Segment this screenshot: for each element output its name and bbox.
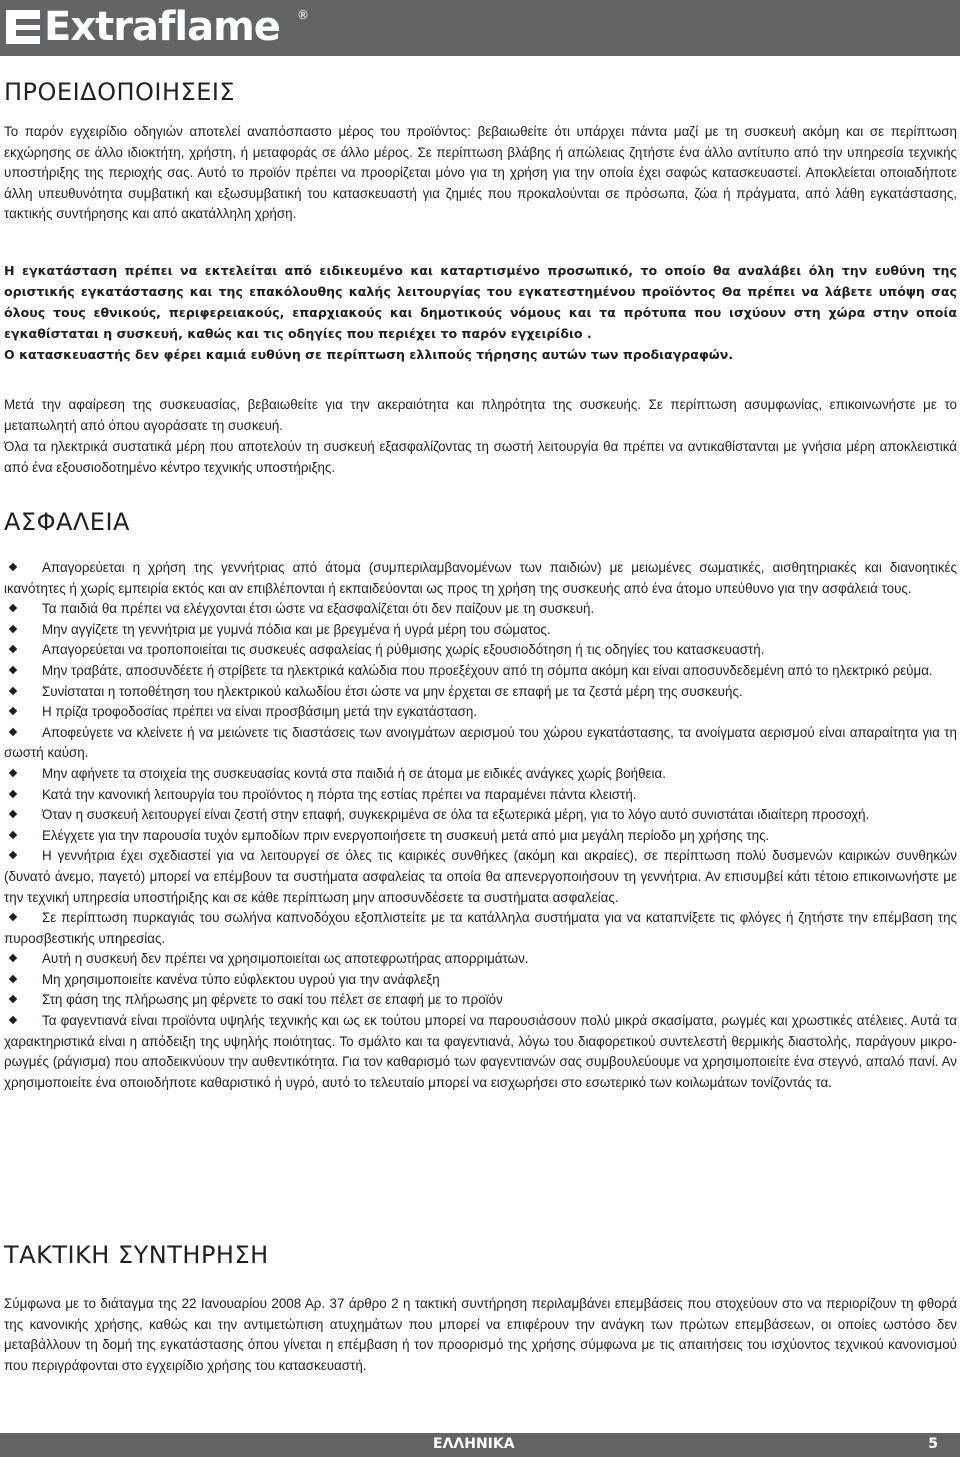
brand-logo [6, 2, 280, 52]
bullet-diamond-icon [9, 707, 17, 715]
header-bar [0, 0, 960, 56]
list-item: Στη φάση της πλήρωσης μη φέρνετε το σακί του πέλετ σε επαφή με το προϊόν [4, 990, 957, 1011]
brand-name: Extraflame [44, 4, 280, 50]
list-item: Τα φαγεντιανά είναι προϊόντα υψηλής τεχνικής και ως εκ τούτου μπορεί να παρουσιάσουν πολύ μικρά σκασίματα, ρωγμές και χρωστικές ατέλειες. Αυτά τα χαρακτηριστικά είναι η απόδειξη της υψηλής ποιότητας. Το σμάλτο και τα φαγεντιανά, λόγω του διαφορετικού συντελεστή θερμικής διαστολής, παράγουν μικρο-ρωγμές (ράγισμα) που αποδεικνύουν την αυθεντικότητα. Για τον καθαρισμό των φαγεντιανών σας συμβουλεύουμε να χρησιμοποιείτε ένα στεγνό, απαλό πανί. Αν χρησιμοποιείτε ένα οποιοδήποτε καθαριστικό ή υγρό, αυτό το τελευταίο μπορεί να εισχωρήσει στο εσωτερικό των κοιλωμάτων τονίζοντάς τα. [4, 1013, 957, 1090]
bullet-diamond-icon [9, 563, 17, 571]
bullet-diamond-icon [9, 625, 17, 633]
list-item: Μην αγγίζετε τη γεννήτρια με γυμνά πόδια και με βρεγμένα ή υγρά μέρη του σώματος. [4, 620, 957, 641]
registered-mark: ® [297, 8, 309, 22]
warnings-paragraph-5: Όλα τα ηλεκτρικά συστατικά μέρη που αποτελούν τη συσκευή εξασφαλίζοντας τη σωστή λειτουργία θα πρέπει να αντικαθίστανται με γνήσια μέρη αποκλειστικά από ένα εξουσιοδοτημένο κέντρο τεχνικής υποστήριξης. [4, 439, 957, 475]
list-item: Η γεννήτρια έχει σχεδιαστεί για να λειτουργεί σε όλες τις καιρικές συνθήκες (ακόμη και ακραίες), σε περίπτωση πολύ δυσμενών καιρικών συνθηκών (δυνατό άνεμο, παγετό) μπορεί να επέμβουν τα συστήματα ασφαλείας τα οποία θα απενεργοποιήσουν τη γεννήτρια. Αν επισυμβεί κάτι τέτοιο επικοινωνήστε με την τεχνική υπηρεσία υποστήριξης και σε κάθε περίπτωση μην αποσυνδέσετε τα συστήματα ασφαλείας. [4, 848, 957, 905]
maintenance-title: ΤΑΚΤΙΚΗ ΣΥΝΤΗΡΗΣΗ [4, 1241, 269, 1269]
list-item: Η πρίζα τροφοδοσίας πρέπει να είναι προσβάσιμη μετά την εγκατάσταση. [4, 702, 957, 723]
bullet-diamond-icon [9, 604, 17, 612]
maintenance-paragraph: Σύμφωνα με το διάταγμα της 22 Ιανουαρίου 2008 Αρ. 37 άρθρο 2 η τακτική συντήρηση περιλαμβάνει επεμβάσεις που στοχεύουν στο να περιορίζουν τη φθορά της κανονικής χρήσης, καθώς και την αντιμετώπιση ατυχημάτων που μπορεί να επιφέρουν την ανάγκη των πρώτων επεμβάσεων, οι οποίες ωστόσο δεν μεταβάλλουν τη δομή της εγκατάστασης όπου γίνεται η επέμβαση ή τον προορισμό της χρήσης σύμφωνα με τις απαιτήσεις του ισχύοντος τεχνικού κανονισμού που περιγράφονται στο εγχειρίδιο χρήσης του κατασκευαστή. [4, 1296, 957, 1373]
bullet-diamond-icon [9, 789, 17, 797]
bullet-diamond-icon [9, 1016, 17, 1024]
list-item: Αποφεύγετε να κλείνετε ή να μειώνετε τις διαστάσεις των ανοιγμάτων αερισμού του χώρου εγκατάστασης, τα ανοίγματα αερισμού είναι απαραίτητα για τη σωστή καύση. [4, 724, 957, 761]
bullet-diamond-icon [9, 769, 17, 777]
bullet-diamond-icon [9, 645, 17, 653]
list-item: Μην αφήνετε τα στοιχεία της συσκευασίας κοντά στα παιδιά ή σε άτομα με ειδικές ανάγκες χωρίς βοήθεια. [4, 764, 957, 785]
bullet-diamond-icon [9, 728, 17, 736]
page-number: 5 [928, 1436, 938, 1452]
list-item: Αυτή η συσκευή δεν πρέπει να χρησιμοποιείται ως αποτεφρωτήρας απορριμάτων. [4, 949, 957, 970]
footer-bar [0, 1433, 960, 1457]
warnings-paragraph-2: Η εγκατάσταση πρέπει να εκτελείται από ειδικευμένο και καταρτισμένο προσωπικό, το οποίο θα αναλάβει όλη την ευθύνη της οριστικής εγκατάστασης και της επακόλουθης καλής λειτουργίας του εγκατεστημένου προϊόντος Θα πρέπει να λάβετε υπόψη σας όλους τους εθνικούς, περιφερειακούς, επαρχιακούς και δημοτικούς νόμους και τα πρότυπα που ισχύουν στη χώρα στην οποία εγκαθίσταται η συσκευή, καθώς και τις οδηγίες που περιέχει το παρόν εγχειρίδιο . [4, 263, 957, 341]
list-item: Σε περίπτωση πυρκαγιάς του σωλήνα καπνοδόχου εξοπλιστείτε με τα κατάλληλα συστήματα για να καταπνίξετε τις φλόγες ή ζητήστε την επέμβαση της πυροσβεστικής υπηρεσίας. [4, 910, 957, 946]
safety-list [4, 558, 957, 1093]
footer-language: ΕΛΛΗΝΙΚΑ [433, 1436, 515, 1452]
warnings-paragraph-1: Το παρόν εγχειρίδιο οδηγιών αποτελεί αναπόσπαστο μέρος του προϊόντος: βεβαιωθείτε ότι υπάρχει πάντα μαζί με τη συσκευή ακόμη και σε περίπτωση εκχώρησης σε άλλο ιδιοκτήτη, χρήστη, ή μεταφοράς σε άλλο μέρος. Σε περίπτωση βλάβης ή απώλειας ζητήστε ένα άλλο αντίτυπο από την υπηρεσία τεχνικής υποστήριξης της περιοχής σας. Αυτό το προϊόν πρέπει να προορίζεται μόνο για τη χρήση για την οποία έχει σαφώς κατασκευαστεί. Αποκλείεται οποιαδήποτε άλλη υπευθυνότητα συμβατική και εξωσυμβατική του κατασκευαστή για ζημιές που προκαλούνται σε πρόσωπα, ζώα ή πράγματα, από λάθη εγκατάστασης, τακτικής συντήρησης και από ακατάλληλη χρήση. [4, 124, 957, 222]
list-item: Μη χρησιμοποιείτε κανένα τύπο εύφλεκτου υγρού για την ανάφλεξη [4, 970, 957, 991]
extraflame-logo-icon [6, 10, 40, 44]
list-item: Μην τραβάτε, αποσυνδέετε ή στρίβετε τα ηλεκτρικά καλώδια που προεξέχουν από τη σόμπα ακόμη και είναι αποσυνδεδεμένη από το ηλεκτρικό ρεύμα. [4, 661, 957, 682]
bullet-diamond-icon [9, 913, 17, 921]
warnings-paragraph-4: Μετά την αφαίρεση της συσκευασίας, βεβαιωθείτε για την ακεραιότητα και πληρότητα της συσκευής. Σε περίπτωση ασυμφωνίας, επικοινωνήστε με το μεταπωλητή από όπου αγοράσατε τη συσκευή. [4, 397, 957, 433]
warnings-title: ΠΡΟΕΙΔΟΠΟΙΗΣΕΙΣ [4, 78, 236, 106]
bullet-diamond-icon [9, 666, 17, 674]
list-item: Απαγορεύεται η χρήση της γεννήτριας από άτομα (συμπεριλαμβανομένων των παιδιών) με μειωμένες σωματικές, αισθητηριακές και διανοητικές ικανότητες ή χωρίς εμπειρία εκτός και αν επιβλέπονται ή εκπαιδεύονται ως προς τη χρήση της συσκευής από ένα άτομο υπεύθυνο για την ασφάλειά τους. [4, 560, 957, 596]
bullet-diamond-icon [9, 851, 17, 859]
list-item: Κατά την κανονική λειτουργία του προϊόντος η πόρτα της εστίας πρέπει να παραμένει πάντα κλειστή. [4, 785, 957, 806]
bullet-diamond-icon [9, 975, 17, 983]
list-item: Ελέγχετε για την παρουσία τυχόν εμποδίων πριν ενεργοποιήσετε τη συσκευή μετά από μια μεγάλη περίοδο μη χρήσης της. [4, 826, 957, 847]
bullet-diamond-icon [9, 810, 17, 818]
safety-title: ΑΣΦΑΛΕΙΑ [4, 508, 130, 536]
bullet-diamond-icon [9, 830, 17, 838]
list-item: Απαγορεύεται να τροποποιείται τις συσκευές ασφαλείας ή ρύθμισης χωρίς εξουσιοδότηση ή τις οδηγίες του κατασκευαστή. [4, 640, 957, 661]
warnings-paragraph-3: Ο κατασκευαστής δεν φέρει καμιά ευθύνη σε περίπτωση ελλιπούς τήρησης αυτών των προδιαγραφών. [4, 347, 734, 362]
bullet-diamond-icon [9, 954, 17, 962]
list-item: Όταν η συσκευή λειτουργεί είναι ζεστή στην επαφή, συγκεκριμένα σε όλα τα εξωτερικά μέρη, για το λόγο αυτό συνιστάται ιδιαίτερη προσοχή. [4, 805, 957, 826]
bullet-diamond-icon [9, 686, 17, 694]
bullet-diamond-icon [9, 995, 17, 1003]
list-item: Συνίσταται η τοποθέτηση του ηλεκτρικού καλωδίου έτσι ώστε να μην έρχεται σε επαφή με τα ζεστά μέρη της συσκευής. [4, 682, 957, 703]
list-item: Τα παιδιά θα πρέπει να ελέγχονται έτσι ώστε να εξασφαλίζεται ότι δεν παίζουν με τη συσκευή. [4, 599, 957, 620]
